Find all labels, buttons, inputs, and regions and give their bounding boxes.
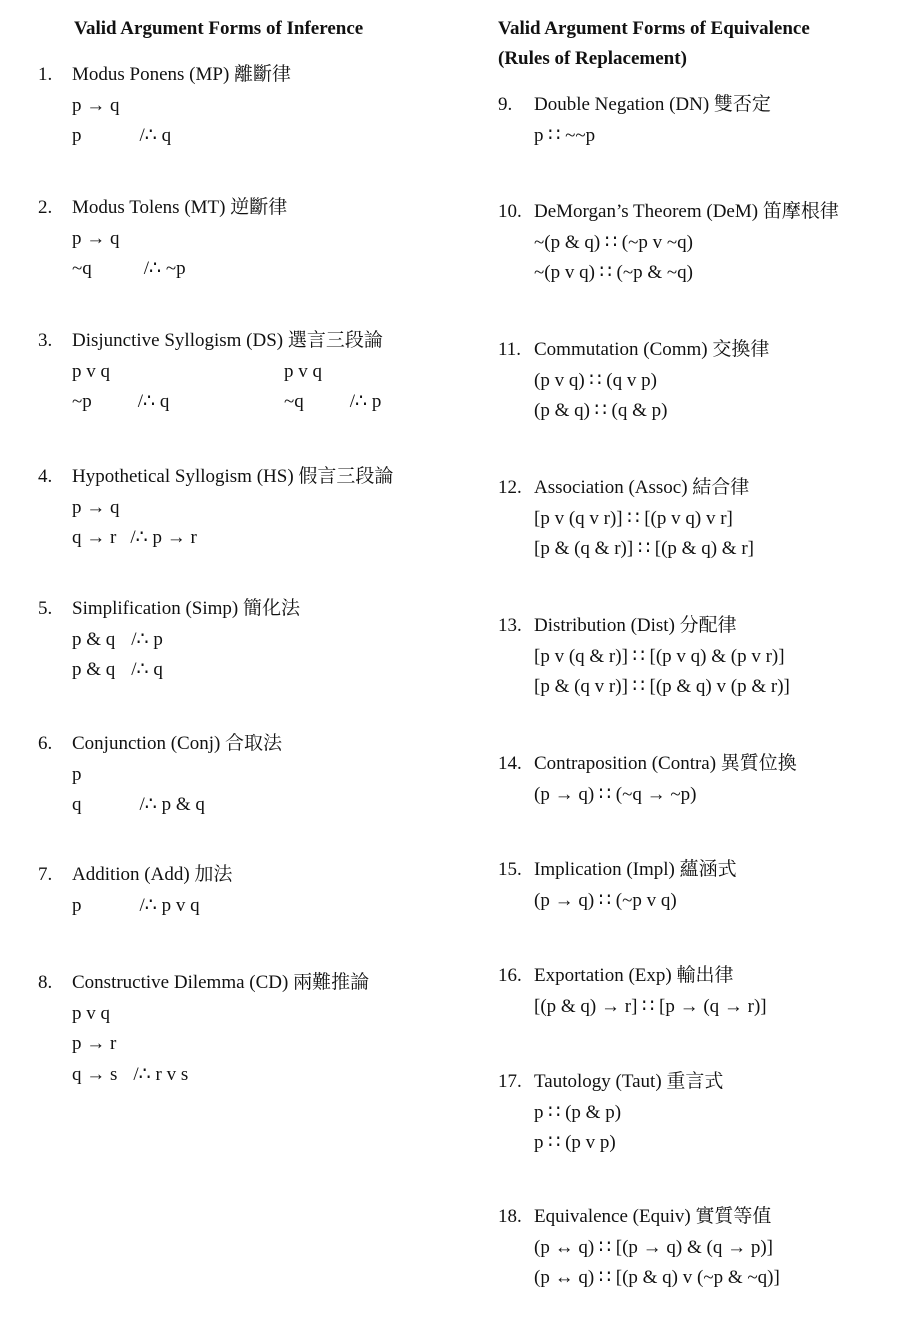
premise-conclusion: p /∴ q [72,125,172,146]
equivalence-heading: Valid Argument Forms of Equivalence (Rules of Replacement) [498,18,810,69]
rule-item [498,90,771,151]
equivalence: (p ↔ q) ∷ [(p → q) & (q → p)] [534,1236,773,1258]
rule-item [498,473,754,565]
rule-title: 13. Distribution (Dist) 分配律 [498,615,737,636]
rule-item [38,860,232,921]
premise-conclusion: q /∴ p & q [72,794,205,815]
rule-title: 16. Exportation (Exp) 輸出律 [498,965,734,986]
rule-title: 18. Equivalence (Equiv) 實質等值 [498,1206,772,1227]
premise-conclusion: p /∴ p v q [72,894,200,916]
rule-title: 9. Double Negation (DN) 雙否定 [498,94,771,115]
rule-title: 11. Commutation (Comm) 交換律 [498,339,770,360]
premise-conclusion: ~q /∴ ~p [72,258,186,279]
equivalence: (p → q) ∷ (~q → ~p) [534,783,697,805]
rule-item [498,1202,780,1294]
premise: p → q [72,94,120,116]
rule-item [38,729,282,821]
premise: p → q [72,227,120,249]
equivalence: p ∷ ~~p [534,124,596,146]
equivalence: ~(p v q) ∷ (~p & ~q) [534,262,694,283]
rule-title: 6. Conjunction (Conj) 合取法 [38,733,283,754]
rule-item [38,462,393,554]
rule-item [498,197,839,289]
rule-item [38,60,291,152]
premise-row: p v q p v q [72,360,322,382]
premise-conclusion: q → s /∴ r v s [72,1063,189,1085]
equivalence: [p v (q & r)] ∷ [(p v q) & (p v r)] [534,645,785,667]
premise-conclusion: p & q /∴ q [72,659,163,680]
rule-item [498,749,797,810]
rule-item [498,611,790,703]
rule-item [498,335,769,427]
rule-item [498,961,767,1022]
premise: p → q [72,496,120,518]
premise: p v q [72,1002,110,1024]
equivalence: (p v q) ∷ (q v p) [534,369,657,391]
equivalence: (p & q) ∷ (q & p) [534,400,668,421]
rule-title: 17. Tautology (Taut) 重言式 [498,1071,724,1092]
rule-item [38,326,383,418]
inference-heading: Valid Argument Forms of Inference [74,18,364,39]
rule-title: 14. Contraposition (Contra) 異質位換 [498,753,797,774]
rule-item [498,855,737,916]
equivalence: (p → q) ∷ (~p v q) [534,889,677,911]
rule-item [38,193,287,285]
premise-conclusion: p & q /∴ p [72,628,163,650]
equivalence: [p v (q v r)] ∷ [(p v q) v r] [534,507,733,529]
rule-title: 15. Implication (Impl) 蘊涵式 [498,859,737,880]
rule-title: 10. DeMorgan’s Theorem (DeM) 笛摩根律 [498,201,839,222]
equivalence: p ∷ (p & p) [534,1101,622,1123]
premise-conclusion: q → r /∴ p → r [72,527,197,548]
premise: p → r [72,1033,117,1054]
rule-item [498,1067,723,1159]
rule-item [38,594,300,686]
rule-title: 4. Hypothetical Syllogism (HS) 假言三段論 [38,466,394,487]
rule-title: 8. Constructive Dilemma (CD) 兩難推論 [38,972,370,993]
equivalence: [p & (q & r)] ∷ [(p & q) & r] [534,538,754,559]
rule-title: 2. Modus Tolens (MT) 逆斷律 [38,197,288,218]
equivalence: ~(p & q) ∷ (~p v ~q) [534,231,694,253]
premise: p [72,763,82,785]
rule-title: 12. Association (Assoc) 結合律 [498,477,750,498]
rule-title: 1. Modus Ponens (MP) 離斷律 [38,64,292,85]
rule-item [38,968,369,1090]
premise-conclusion-row: ~p /∴ q ~q /∴ p [72,391,382,412]
equivalence: p ∷ (p v p) [534,1132,616,1153]
equivalence: [p & (q v r)] ∷ [(p & q) v (p & r)] [534,676,790,697]
equivalence: (p ↔ q) ∷ [(p & q) v (~p & ~q)] [534,1267,780,1288]
rule-title: 7. Addition (Add) 加法 [38,864,233,885]
rule-title: 3. Disjunctive Syllogism (DS) 選言三段論 [38,330,383,351]
equivalence: [(p & q) → r] ∷ [p → (q → r)] [534,995,767,1017]
rule-title: 5. Simplification (Simp) 簡化法 [38,598,300,619]
